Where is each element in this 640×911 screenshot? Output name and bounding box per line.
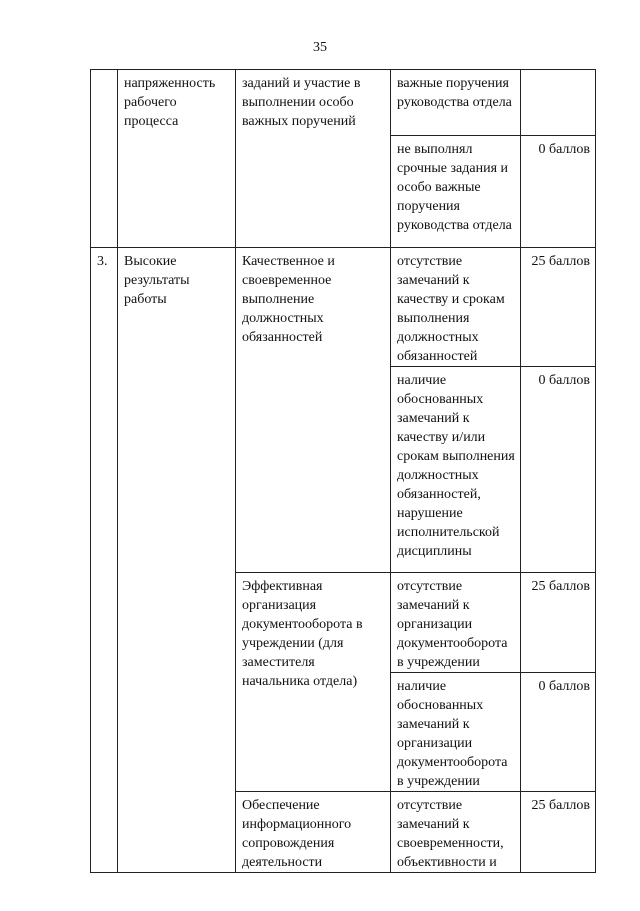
cell-condition: важные поручения руководства отдела xyxy=(391,70,521,136)
cell-condition: отсутствие замечаний к качеству и срокам выполнения должностных обязанностей xyxy=(391,248,521,367)
cell-score: 0 баллов xyxy=(521,136,596,248)
cell-condition: наличие обоснованных замечаний к качеству и/или срокам выполнения должностных обязанностей, нарушение исполнительской дисциплины xyxy=(391,367,521,573)
cell-score: 25 баллов xyxy=(521,248,596,367)
table-row xyxy=(91,70,596,136)
table-row xyxy=(91,248,596,367)
cell-criterion: напряженность рабочего процесса xyxy=(118,70,236,248)
cell-score xyxy=(521,70,596,136)
cell-score: 25 баллов xyxy=(521,792,596,873)
cell-number xyxy=(91,70,118,248)
cell-indicator: Обеспечение информационного сопровождения деятельности xyxy=(236,792,391,873)
cell-condition: отсутствие замечаний к организации документооборота в учреждении xyxy=(391,573,521,673)
cell-indicator: Качественное и своевременное выполнение должностных обязанностей xyxy=(236,248,391,573)
cell-score: 25 баллов xyxy=(521,573,596,673)
cell-condition: отсутствие замечаний к своевременности, объективности и xyxy=(391,792,521,873)
evaluation-criteria-table xyxy=(90,69,596,873)
page-number: 35 xyxy=(313,40,327,55)
cell-indicator: заданий и участие в выполнении особо важных поручений xyxy=(236,70,391,248)
cell-number: 3. xyxy=(91,248,118,873)
cell-score: 0 баллов xyxy=(521,367,596,573)
cell-condition: наличие обоснованных замечаний к организации документооборота в учреждении xyxy=(391,673,521,792)
cell-criterion: Высокие результаты работы xyxy=(118,248,236,873)
cell-condition: не выполнял срочные задания и особо важные поручения руководства отдела xyxy=(391,136,521,248)
cell-score: 0 баллов xyxy=(521,673,596,792)
cell-indicator: Эффективная организация документооборота в учреждении (для заместителя начальника отдела) xyxy=(236,573,391,792)
